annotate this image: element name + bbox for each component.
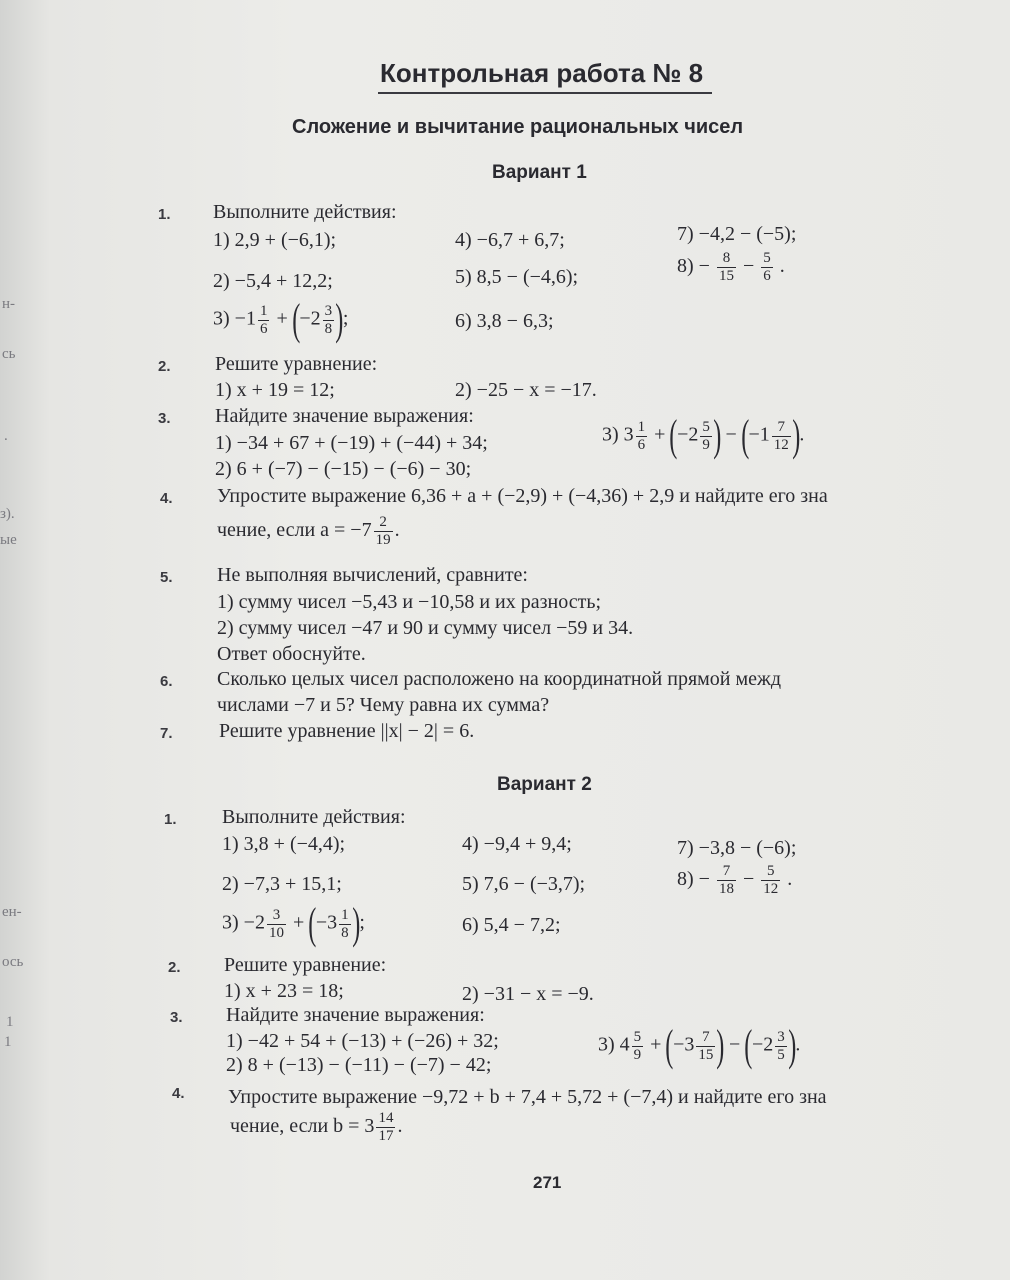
numerator: 7	[696, 1029, 715, 1047]
task-item: 7) −3,8 − (−6);	[677, 837, 797, 859]
operator: −	[729, 1033, 741, 1056]
paren-open: (	[744, 1021, 753, 1070]
task-item: 1) −42 + 54 + (−13) + (−26) + 32;	[226, 1030, 499, 1052]
margin-fragment: ен-	[2, 904, 22, 920]
numerator: 14	[378, 1110, 394, 1126]
whole-part: −3	[673, 1033, 695, 1056]
item-end: ;	[342, 307, 349, 330]
task-item: 2) 6 + (−7) − (−15) − (−6) − 30;	[215, 458, 472, 480]
numerator: 2	[374, 514, 393, 532]
fraction	[717, 863, 736, 898]
numerator: 3	[777, 1028, 785, 1045]
task-item: 5) 7,6 − (−3,7);	[462, 873, 586, 895]
whole-part: −1	[748, 423, 770, 446]
fraction	[772, 419, 791, 454]
task-number: 1.	[164, 811, 177, 828]
paren-close: )	[713, 411, 722, 460]
task-number: 7.	[160, 725, 173, 742]
task-number: 6.	[160, 673, 173, 690]
margin-fragment: 1	[4, 1034, 12, 1050]
task-number: 4.	[160, 490, 173, 507]
item-end: .	[787, 868, 793, 891]
denominator: 6	[259, 320, 268, 337]
fraction	[717, 250, 736, 285]
margin-fragment: з).	[0, 506, 15, 522]
task-text-continuation	[217, 514, 400, 549]
operator: +	[650, 1033, 662, 1056]
margin-fragment: 1	[6, 1014, 14, 1030]
denominator: 17	[378, 1128, 394, 1144]
margin-fragment: н-	[2, 296, 16, 312]
task-item: 2) −5,4 + 12,2;	[213, 270, 333, 292]
fraction	[339, 907, 351, 942]
item-end: .	[799, 423, 805, 446]
denominator: 18	[718, 881, 734, 897]
item-prefix: 3) 4	[598, 1033, 630, 1056]
fraction	[696, 1029, 715, 1064]
item-prefix: 3) −2	[222, 911, 265, 934]
denominator: 10	[268, 924, 284, 941]
fraction	[700, 419, 712, 454]
numerator: 3	[324, 302, 333, 319]
task-text: Выполните действия:	[213, 201, 397, 223]
denominator: 6	[637, 436, 646, 453]
paren-open: (	[308, 899, 317, 948]
denominator: 19	[375, 532, 391, 548]
task-item-fraction	[598, 1021, 801, 1070]
numerator: 5	[702, 418, 710, 435]
variant-2-heading: Вариант 2	[497, 774, 592, 795]
item-end: .	[397, 1115, 403, 1138]
operator: −	[742, 255, 755, 278]
operator: −	[742, 868, 755, 891]
numerator: 7	[717, 863, 736, 881]
task-number: 4.	[172, 1085, 185, 1102]
variant-1-heading: Вариант 1	[492, 162, 587, 183]
task-item: 2) −25 − x = −17.	[455, 379, 597, 401]
task-number: 5.	[160, 569, 173, 586]
task-text: Найдите значение выражения:	[226, 1004, 485, 1026]
item-prefix: 8) −	[677, 868, 710, 891]
operator: +	[654, 423, 666, 446]
task-number: 3.	[170, 1009, 183, 1026]
numerator: 7	[772, 419, 791, 437]
denominator: 8	[341, 924, 349, 941]
text: чение, если a = −7	[217, 519, 372, 542]
fraction	[374, 514, 393, 549]
task-number: 1.	[158, 206, 171, 223]
numerator: 5	[633, 1028, 642, 1045]
task-text: Решите уравнение:	[215, 353, 378, 375]
paren-close: )	[351, 899, 361, 948]
paren-open: (	[669, 411, 678, 460]
item-prefix: 3) −1	[213, 307, 256, 330]
item-end: .	[779, 255, 785, 278]
task-item: 1) x + 19 = 12;	[215, 379, 335, 401]
margin-fragment: ось	[2, 954, 24, 970]
task-item: 4) −6,7 + 6,7;	[455, 229, 565, 251]
task-item-fraction	[677, 863, 792, 898]
task-item: 1) сумму чисел −5,43 и −10,58 и их разность;	[217, 591, 602, 613]
denominator: 12	[773, 436, 789, 453]
task-text: Выполните действия:	[222, 806, 406, 828]
task-item: 6) 5,4 − 7,2;	[462, 914, 561, 936]
item-prefix: 3) 3	[602, 423, 634, 446]
fraction	[376, 1110, 395, 1145]
task-number: 2.	[158, 358, 171, 375]
whole-part: −2	[751, 1033, 774, 1056]
denominator: 15	[718, 268, 734, 284]
task-text-continuation: числами −7 и 5? Чему равна их сумма?	[217, 694, 550, 716]
numerator: 5	[763, 250, 771, 266]
denominator: 5	[777, 1046, 785, 1063]
margin-fragment: ые	[0, 532, 17, 548]
task-text: Упростите выражение −9,72 + b + 7,4 + 5,72 + (−7,4) и найдите его зна	[228, 1086, 827, 1108]
fraction	[632, 1029, 644, 1064]
numerator: 3	[267, 907, 286, 925]
numerator: 1	[341, 906, 349, 923]
task-item: 6) 3,8 − 6,3;	[455, 310, 554, 332]
task-item: 2) −31 − x = −9.	[462, 983, 594, 1005]
numerator: 1	[637, 418, 646, 435]
numerator: 1	[259, 302, 268, 319]
task-text: Упростите выражение 6,36 + a + (−2,9) + (−4,36) + 2,9 и найдите его зна	[217, 485, 828, 507]
fraction	[761, 250, 773, 285]
task-item-fraction	[213, 295, 349, 344]
operator: +	[276, 307, 288, 330]
task-text: Решите уравнение:	[224, 954, 387, 976]
paren-open: (	[665, 1021, 674, 1070]
item-end: .	[795, 1033, 801, 1056]
operator: +	[292, 911, 305, 934]
margin-fragment: .	[4, 428, 8, 444]
page-subtitle: Сложение и вычитание рациональных чисел	[292, 116, 744, 138]
task-item-fraction	[602, 411, 805, 460]
task-number: 3.	[158, 410, 171, 427]
item-end: .	[394, 519, 400, 542]
denominator: 9	[633, 1046, 642, 1063]
denominator: 12	[763, 881, 779, 897]
task-item: Ответ обоснуйте.	[217, 643, 366, 665]
whole-part: −2	[677, 423, 699, 446]
task-item-fraction	[222, 899, 365, 948]
title-underline	[378, 92, 712, 94]
task-item: 1) 3,8 + (−4,4);	[222, 833, 346, 855]
fraction	[775, 1029, 787, 1064]
numerator: 8	[717, 250, 736, 268]
task-text: Найдите значение выражения:	[215, 405, 474, 427]
paren-open: (	[292, 295, 301, 344]
denominator: 6	[763, 268, 771, 284]
fraction	[258, 303, 270, 338]
paren-open: (	[741, 411, 750, 460]
task-item: 5) 8,5 − (−4,6);	[455, 266, 579, 288]
task-item: 1) x + 23 = 18;	[224, 980, 344, 1002]
task-text: Не выполняя вычислений, сравните:	[217, 564, 528, 586]
numerator: 5	[761, 863, 780, 881]
denominator: 9	[702, 436, 710, 453]
fraction	[267, 907, 286, 942]
task-item: 7) −4,2 − (−5);	[677, 223, 797, 245]
paren-close: )	[716, 1021, 725, 1070]
task-item: 2) −7,3 + 15,1;	[222, 873, 342, 895]
denominator: 15	[698, 1046, 714, 1063]
paren-close: )	[335, 295, 344, 344]
denominator: 8	[324, 320, 333, 337]
text: чение, если b = 3	[230, 1115, 375, 1138]
task-text-continuation	[230, 1110, 402, 1145]
page-number: 271	[533, 1173, 562, 1192]
task-item: 1) 2,9 + (−6,1);	[213, 229, 337, 251]
fraction	[323, 303, 335, 338]
task-item: 1) −34 + 67 + (−19) + (−44) + 34;	[215, 432, 488, 454]
whole-part: −3	[315, 911, 338, 934]
task-number: 2.	[168, 959, 181, 976]
item-prefix: 8) −	[677, 255, 710, 278]
whole-part: −2	[299, 307, 321, 330]
paren-close: )	[788, 1021, 797, 1070]
margin-fragment: сь	[2, 346, 16, 362]
task-item: 2) сумму чисел −47 и 90 и сумму чисел −59 и 34.	[217, 617, 634, 639]
paren-close: )	[792, 411, 801, 460]
task-text: Сколько целых чисел расположено на координатной прямой межд	[217, 668, 782, 690]
page-title: Контрольная работа № 8	[380, 58, 704, 88]
task-item-fraction	[677, 250, 785, 285]
task-text: Решите уравнение ||x| − 2| = 6.	[219, 720, 475, 742]
item-end: ;	[359, 911, 365, 934]
task-item: 2) 8 + (−13) − (−11) − (−7) − 42;	[226, 1054, 492, 1076]
operator: −	[725, 423, 737, 446]
task-item: 4) −9,4 + 9,4;	[462, 833, 572, 855]
fraction	[761, 863, 780, 898]
fraction	[636, 419, 648, 454]
